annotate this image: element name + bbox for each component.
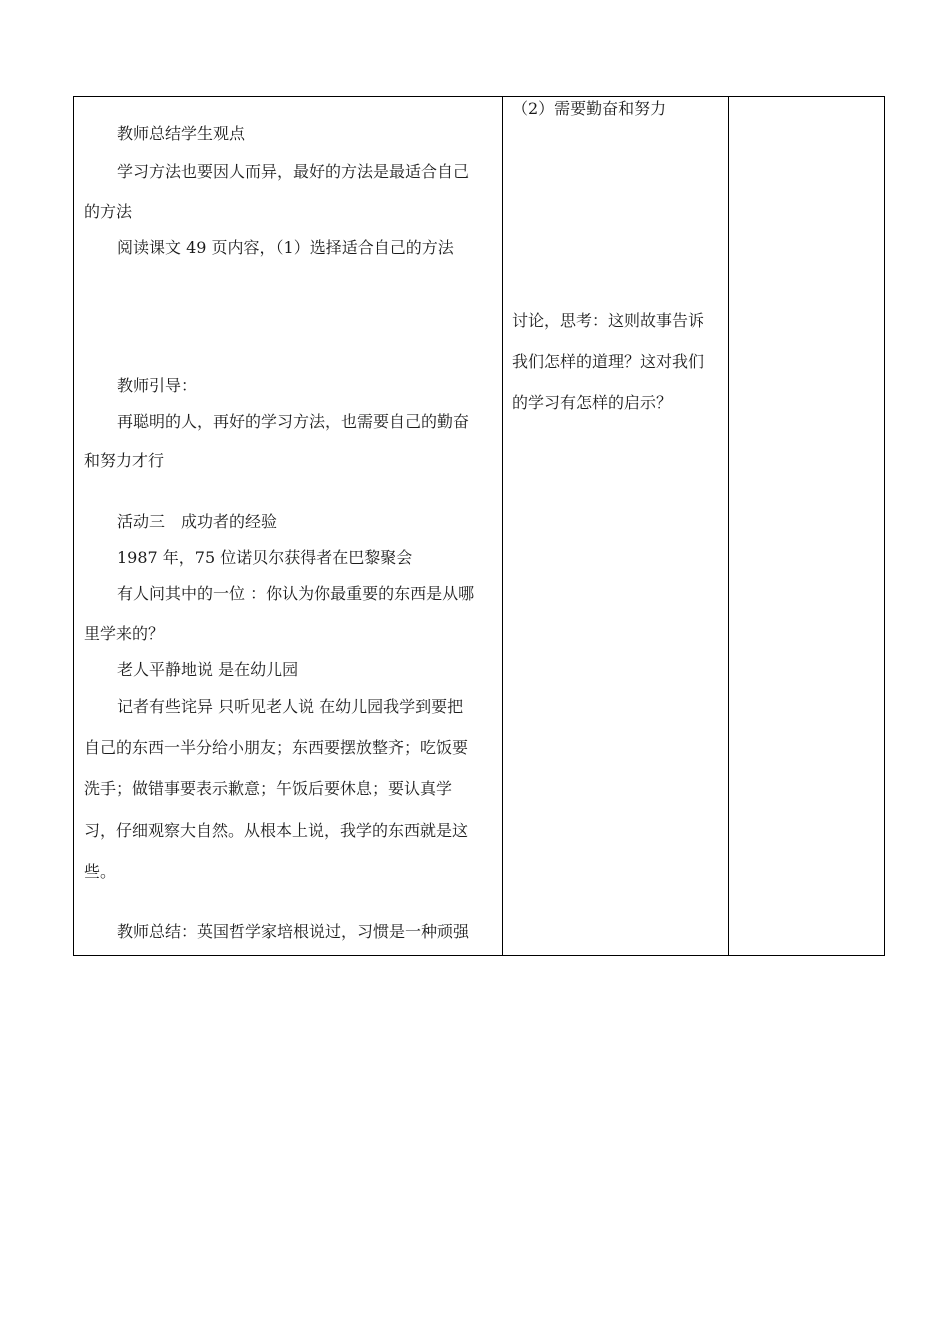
question-text-line: 里学来的？ bbox=[84, 624, 165, 643]
need-diligence-point: （2）需要勤奋和努力 bbox=[512, 99, 667, 118]
teacher-summary-views: 教师总结学生观点 bbox=[117, 124, 246, 143]
column-divider bbox=[502, 97, 503, 955]
question-text-line: 有人问其中的一位 ：你认为你最重要的东西是从哪 bbox=[117, 584, 475, 603]
story-text-line: 自己的东西一半分给小朋友；东西要摆放整齐；吃饭要 bbox=[84, 738, 469, 757]
story-text-line: 洗手；做错事要表示歉意；午饭后要休息；要认真学 bbox=[84, 779, 453, 798]
nobel-gathering-line: 1987 年，75 位诺贝尔获得者在巴黎聚会 bbox=[117, 548, 413, 567]
discussion-text-line: 讨论，思考：这则故事告诉 bbox=[512, 311, 705, 330]
story-text-line: 记者有些诧异 只听见老人说 在幼儿园我学到要把 bbox=[117, 697, 464, 716]
method-text-line: 学习方法也要因人而异，最好的方法是最适合自己 bbox=[117, 162, 470, 181]
story-text-line: 习，仔细观察大自然。从根本上说，我学的东西就是这 bbox=[84, 821, 469, 840]
story-text-line: 些。 bbox=[84, 862, 117, 881]
column-divider bbox=[728, 97, 729, 955]
discussion-text-line: 的学习有怎样的启示？ bbox=[512, 393, 673, 412]
method-text-line: 的方法 bbox=[84, 202, 133, 221]
teacher-summary-bacon: 教师总结：英国哲学家培根说过，习惯是一种顽强 bbox=[117, 922, 470, 941]
teacher-guide-label: 教师引导： bbox=[117, 376, 198, 395]
diligence-text-line: 再聪明的人，再好的学习方法，也需要自己的勤奋 bbox=[117, 412, 470, 431]
diligence-text-line: 和努力才行 bbox=[84, 451, 165, 470]
read-text-instruction: 阅读课文 49 页内容，（1）选择适合自己的方法 bbox=[117, 238, 454, 257]
discussion-text-line: 我们怎样的道理？这对我们 bbox=[512, 352, 705, 371]
activity-three-heading: 活动三 成功者的经验 bbox=[117, 512, 278, 531]
old-man-answer: 老人平静地说 是在幼儿园 bbox=[117, 660, 299, 679]
